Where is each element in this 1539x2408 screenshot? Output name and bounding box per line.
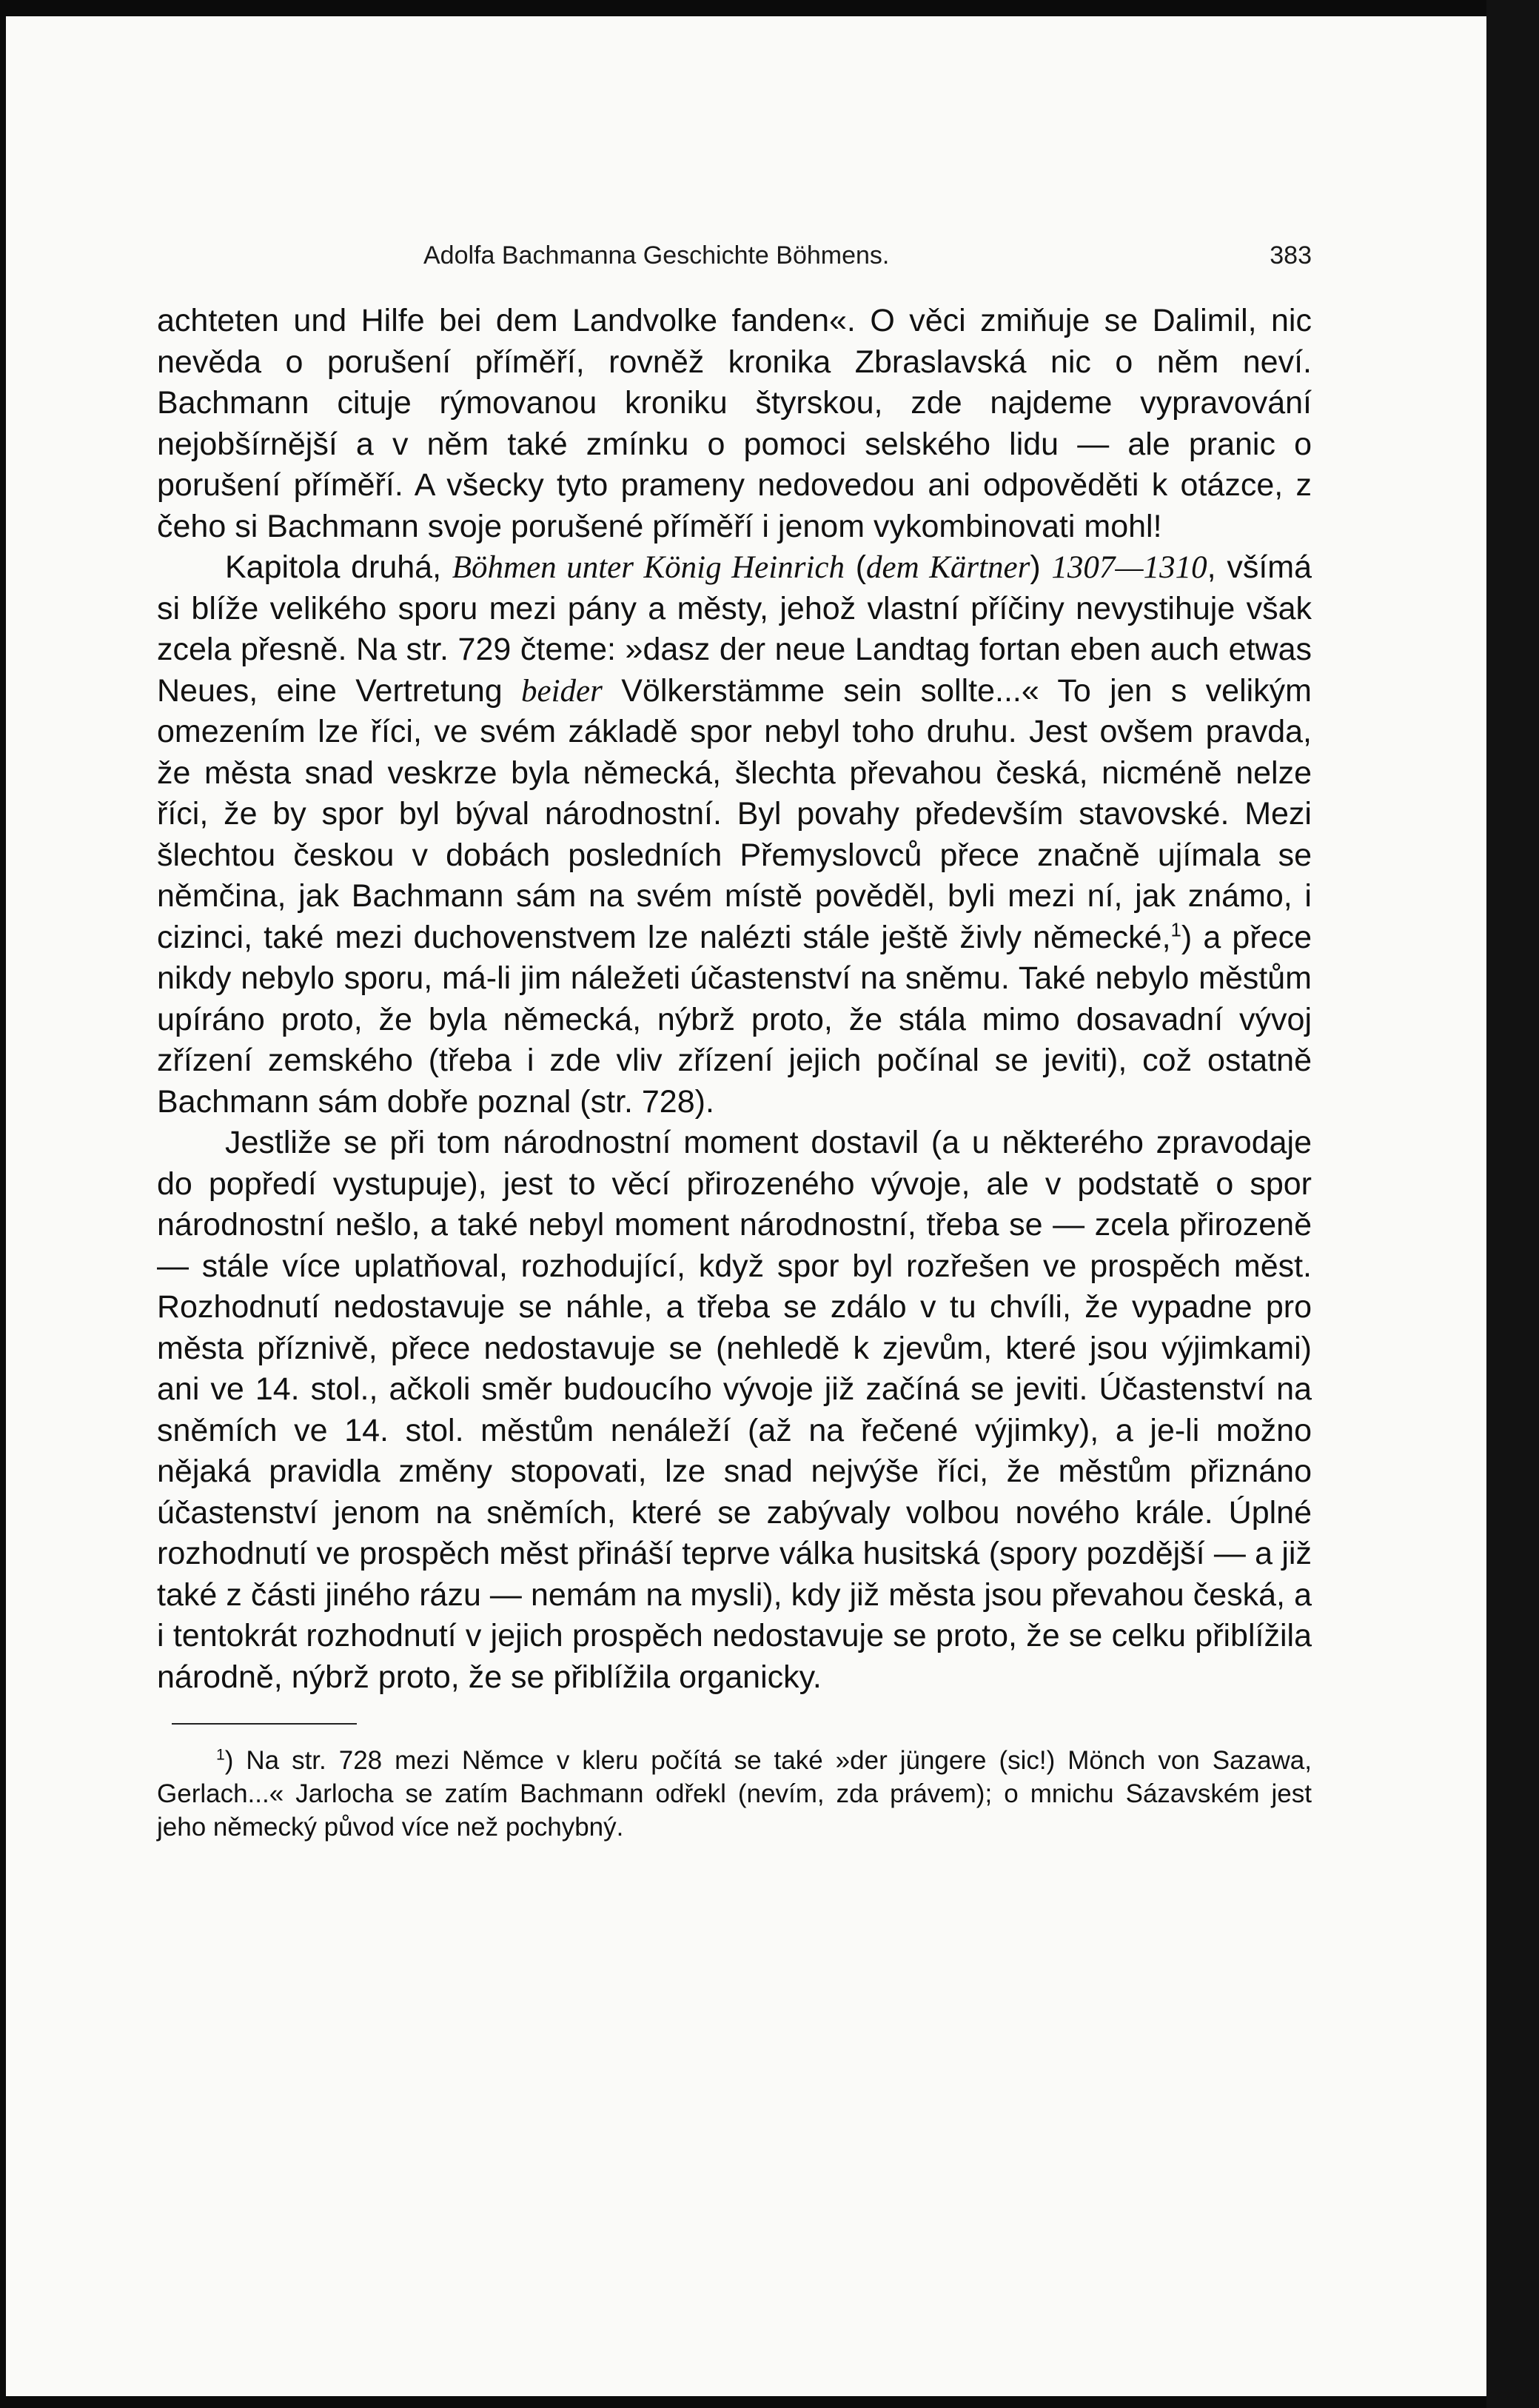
paragraph-2-lead: Kapitola druhá, (225, 549, 442, 585)
italic-beider: beider (521, 673, 603, 709)
paragraph-2-text-a: , všímá si blíže velikého sporu mezi pány a městy, jehož vlastní příčiny nevystihuje však zcela přesně. Na str. 729 čteme: »dasz der neue Landtag fortan eben auch etwas Neues, eine Vertretung (157, 549, 1312, 709)
paren-close: ) (1030, 549, 1041, 585)
footnote-marker: 1 (216, 1746, 225, 1764)
book-page (6, 16, 1486, 2396)
paragraph-1: achteten und Hilfe bei dem Landvolke fanden«. O věci zmiňuje se Dalimil, nic nevěda o porušení příměří, rovněž kronika Zbraslavská nic o něm neví. Bachmann cituje rýmovanou kroniku štyrskou, zde najdeme vypravování nejobšírnější a v něm také zmínku o pomoci selského lidu — ale pranic o porušení příměří. A všecky tyto prameny nedovedou ani odpověděti k otázce, z čeho si Bachmann svoje porušené příměří i jenom vykombinovati mohl! (157, 303, 1312, 544)
paren-open: ( (855, 549, 867, 585)
body-text (157, 301, 1312, 1698)
footnote-divider (172, 1723, 357, 1725)
italic-dem-kartner: dem Kärtner (866, 550, 1030, 585)
footnote-reference: 1 (1170, 920, 1181, 941)
running-head-title: Adolfa Bachmanna Geschichte Böhmens. (423, 241, 890, 270)
paragraph-3: Jestliže se při tom národnostní moment dostavil (a u některého zpravodaje do popředí vystupuje), jest to věcí přirozeného vývoje, ale v podstatě o spor národnostní nešlo, a také nebyl moment národnostní, třeba se — zcela přirozeně — stále více uplatňoval, rozhodující, když spor byl rozřešen ve prospěch měst. Rozhodnutí nedostavuje se náhle, a třeba se zdálo v tu chvíli, že vypadne pro města příznivě, přece nedostavuje se (nehledě k zjevům, které jsou výjimkami) ani ve 14. stol., ačkoli směr budoucího vývoje již začíná se jeviti. Účastenství na sněmích ve 14. stol. městům nenáleží (až na řečené výjimky), a je-li možno nějaká pravidla změny stopovati, lze snad nejvýše říci, že městům přiznáno účastenství jenom na sněmích, které se zabývaly volbou nového krále. Úplné rozhodnutí ve prospěch měst přináší teprve válka husitská (spory pozdější — a již také z části jiného rázu — nemám na mysli), kdy již města jsou převahou česká, a i tentokrát rozhodnutí v jejich prospěch nedostavuje se proto, že se celku přiblížila národně, nýbrž proto, že se přiblížila organicky. (157, 1125, 1312, 1695)
running-head (157, 231, 1312, 283)
paragraph-2-text-c: ) a přece nikdy nebylo sporu, má-li jim náležeti účastenství na sněmu. Také nebylo městům upíráno proto, že byla německá, nýbrž proto, že stála mimo dosavadní vývoj zřízení zemského (třeba i zde vliv zřízení jejich počínal se jeviti), což ostatně Bachmann sám dobře poznal (str. 728). (157, 919, 1312, 1120)
footnote (157, 1744, 1312, 1844)
footnote-text: ) Na str. 728 mezi Němce v kleru počítá se také »der jüngere (sic!) Mönch von Sazawa, Gerlach...« Jarlocha se zatím Bachmann odřekl (nevím, zda právem); o mnichu Sázavském jest jeho německý původ více než pochybný. (157, 1746, 1312, 1842)
italic-years: 1307—1310 (1051, 550, 1207, 585)
page-number: 383 (1270, 241, 1312, 270)
paragraph-2-text-b: Völkerstämme sein sollte...« To jen s velikým omezením lze říci, ve svém základě spor nebyl toho druhu. Jest ovšem pravda, že města snad veskrze byla německá, šlechta převahou česká, nicméně nelze říci, že by spor byl býval národnostní. Byl povahy především stavovské. Mezi šlechtou českou v dobách posledních Přemyslovců přece značně ujímala se němčina, jak Bachmann sám na svém místě pověděl, byli mezi ní, jak známo, i cizinci, také mezi duchovenstvem lze nalézti stále ještě živly německé, (157, 672, 1312, 955)
italic-title: Böhmen unter König Heinrich (452, 550, 845, 585)
paragraph-2 (157, 547, 1312, 1123)
text-block (157, 231, 1312, 1844)
scan-edge (1486, 0, 1539, 2408)
